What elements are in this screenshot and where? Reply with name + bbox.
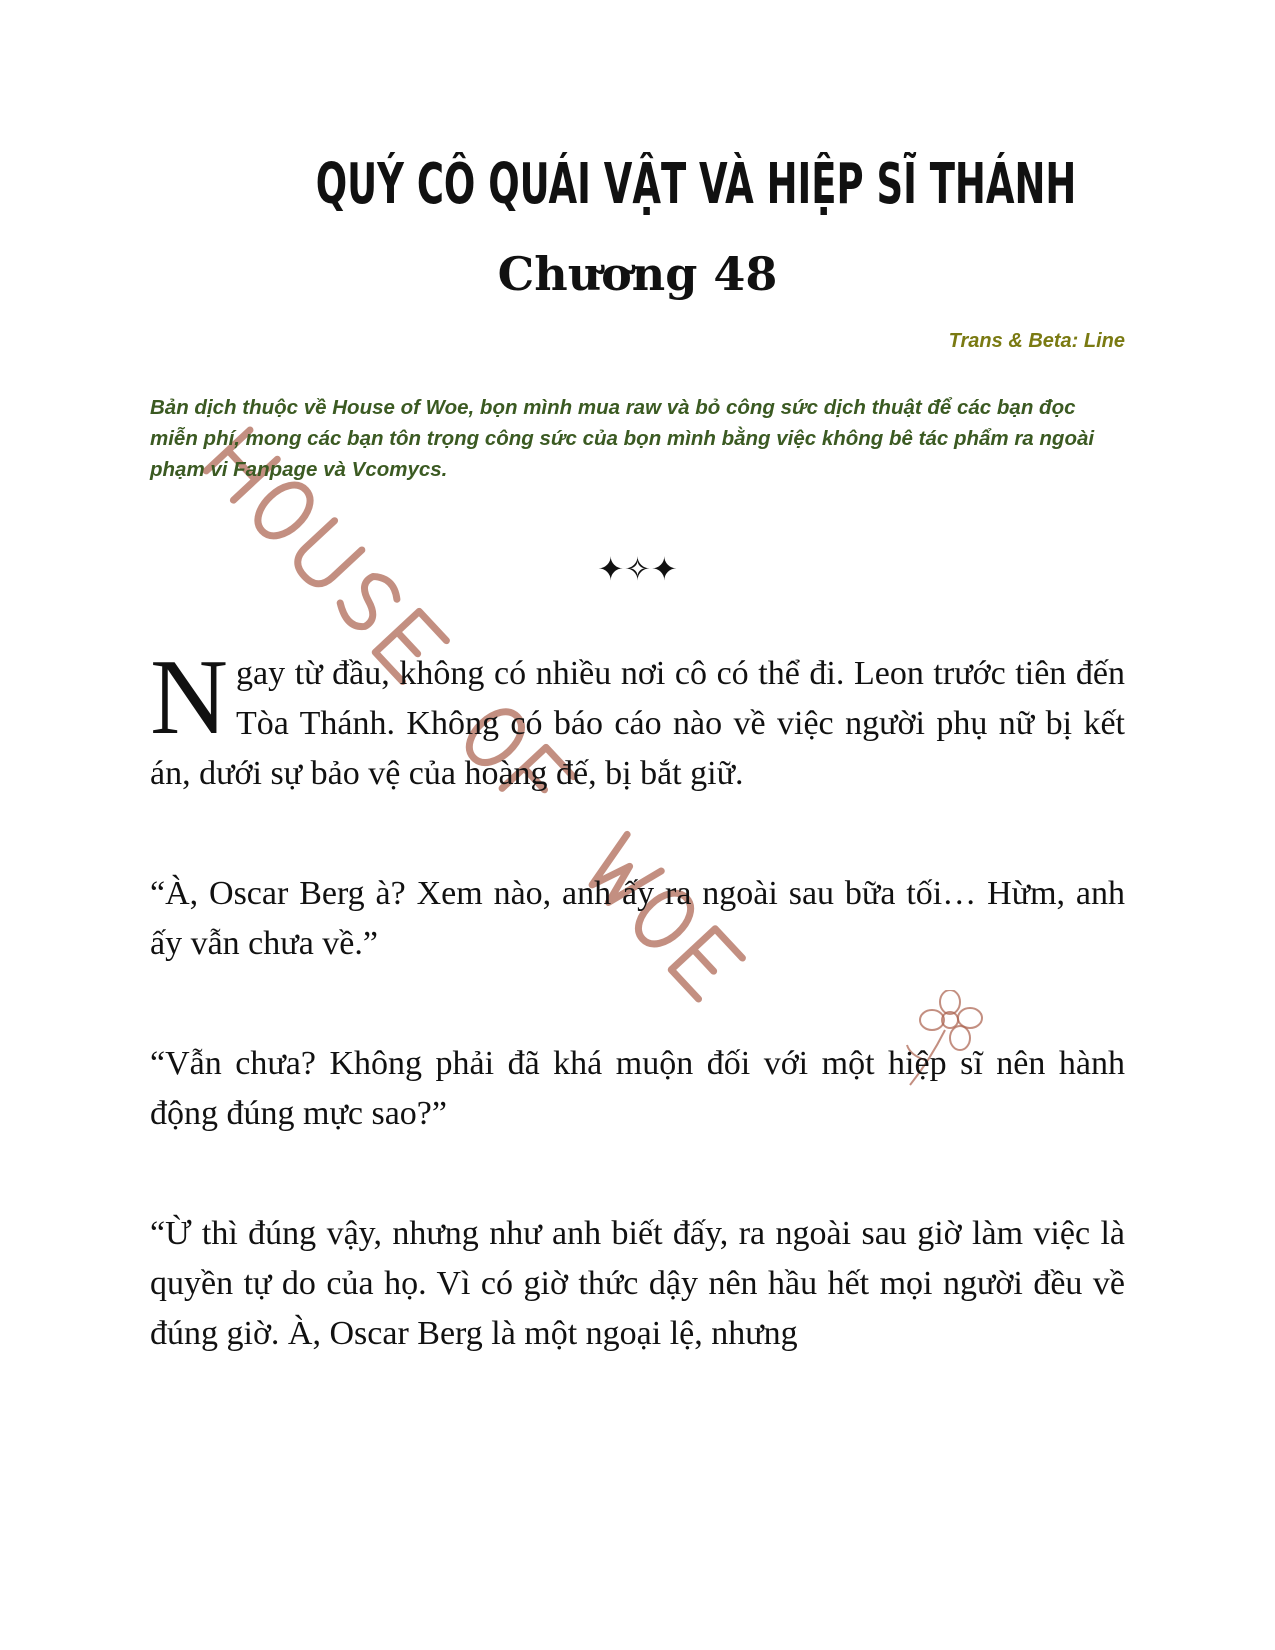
- paragraph-4: “Ừ thì đúng vậy, nhưng như anh biết đấy, ra ngoài sau giờ làm việc là quyền tự do của họ. Vì có giờ thức dậy nên hầu hết mọi người đều về đúng giờ. À, Oscar Berg là một ngoại lệ, nhưng: [150, 1215, 1125, 1352]
- paragraph-2: “À, Oscar Berg à? Xem nào, anh ấy ra ngoài sau bữa tối… Hừm, anh ấy vẫn chưa về.”: [150, 875, 1125, 962]
- paragraph-text: gay từ đầu, không có nhiều nơi cô có thể đi. Leon trước tiên đến Tòa Thánh. Không có báo cáo nào về việc người phụ nữ bị kết án, dưới sự bảo vệ của hoàng đế, bị bắt giữ.: [150, 655, 1125, 792]
- section-divider: ✦✧✦: [597, 551, 678, 587]
- paragraph-3: “Vẫn chưa? Không phải đã khá muộn đối với một hiệp sĩ nên hành động đúng mực sao?”: [150, 1045, 1125, 1132]
- page-content: [150, 150, 1125, 1359]
- paragraph-1: [150, 638, 1125, 799]
- drop-cap: N: [150, 638, 228, 757]
- chapter-title: Chương 48: [497, 247, 778, 301]
- copyright-notice: Bản dịch thuộc về House of Woe, bọn mình mua raw và bỏ công sức dịch thuật để các bạn đọc miễn phí, mong các bạn tôn trọng công sức của bọn mình bằng việc không bê tác phẩm ra ngoài phạm vi Fanpage và Vcomycs.: [150, 396, 1095, 481]
- book-title: QUÝ CÔ QUÁI VẬT VÀ HIỆP SĨ THÁNH: [315, 152, 1077, 217]
- translator-credit: Trans & Beta: Line: [948, 330, 1125, 352]
